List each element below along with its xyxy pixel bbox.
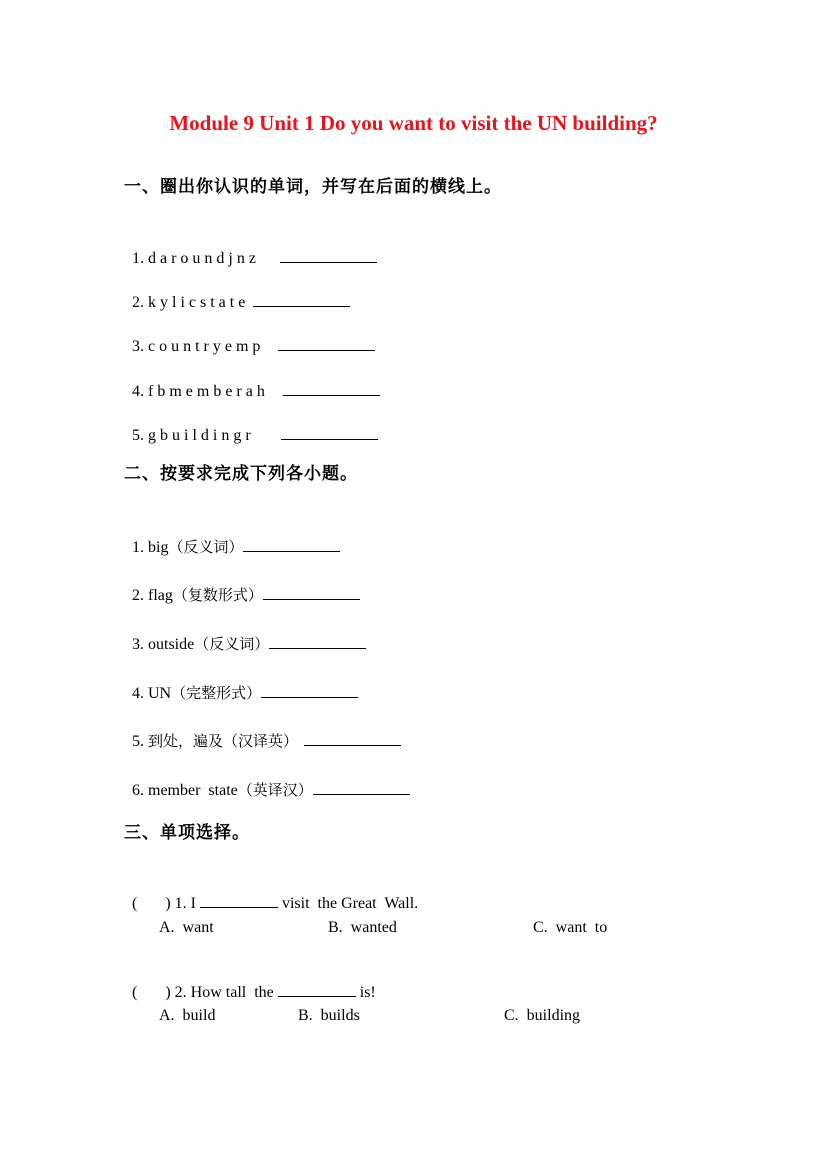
question-text: ) 1. I: [165, 895, 196, 912]
question-1: [124, 874, 418, 913]
section-1-heading: 一、圈出你认识的单词，并写在后面的横线上。: [124, 177, 502, 197]
q1-option-b: B. wanted: [328, 919, 397, 936]
section-1-item-5: [124, 406, 378, 445]
question-2: [124, 963, 376, 1002]
section-3-heading: 三、单项选择。: [124, 823, 250, 843]
section-1-item-1: [124, 229, 377, 268]
question-text: is!: [359, 984, 376, 1001]
item-text: 6. member state: [132, 782, 238, 799]
section-2-item-4: [124, 664, 358, 703]
section-1-item-2: [124, 273, 350, 312]
answer-blank: [200, 892, 278, 908]
answer-blank: [278, 335, 375, 351]
answer-blank: [304, 730, 401, 746]
section-1-item-3: [124, 317, 375, 356]
section-2-heading: 二、按要求完成下列各小题。: [124, 464, 358, 484]
q2-option-c: C. building: [504, 1007, 581, 1024]
section-1-item-4: [124, 362, 380, 401]
item-note: （反义词）: [194, 635, 270, 653]
answer-blank: [263, 584, 360, 600]
section-2-item-2: [124, 566, 360, 605]
q2-option-b: B. builds: [298, 1007, 360, 1024]
answer-blank: [269, 633, 366, 649]
q2-option-a: A. build: [159, 1007, 216, 1024]
item-text: 1. big: [132, 539, 169, 556]
item-text: 2. flag: [132, 587, 173, 604]
item-text: 5.: [132, 733, 148, 750]
item-note: 到处，遍及（汉译英）: [148, 732, 299, 750]
question-text: visit the Great Wall.: [281, 895, 419, 912]
worksheet-title: Module 9 Unit 1 Do you want to visit the UN building?: [169, 111, 658, 135]
section-2-item-1: [124, 518, 340, 557]
section-2-item-6: [124, 761, 410, 800]
q1-option-a: A. want: [159, 919, 214, 936]
item-text: 3. outside: [132, 636, 195, 653]
item-note: （反义词）: [168, 538, 244, 556]
section-2-item-3: [124, 615, 366, 654]
answer-blank: [253, 291, 350, 307]
letter-string: 4. f b m e m b e r a h: [132, 383, 265, 400]
section-2-item-5: [124, 712, 401, 751]
answer-paren: (: [132, 895, 138, 912]
letter-string: 3. c o u n t r y e m p: [132, 338, 261, 355]
answer-paren: (: [132, 984, 138, 1001]
answer-blank: [281, 424, 378, 440]
question-text: ) 2. How tall the: [165, 984, 274, 1001]
answer-blank: [261, 682, 358, 698]
answer-blank: [280, 247, 377, 263]
item-note: （复数形式）: [172, 586, 263, 604]
answer-blank: [313, 779, 410, 795]
item-note: （完整形式）: [171, 684, 262, 702]
q1-option-c: C. want to: [533, 919, 608, 936]
letter-string: 1. d a r o u n d j n z: [132, 250, 256, 267]
answer-blank: [283, 380, 380, 396]
answer-blank: [278, 981, 356, 997]
item-note: （英译汉）: [237, 781, 313, 799]
letter-string: 2. k y l i c s t a t e: [132, 294, 246, 311]
answer-blank: [243, 536, 340, 552]
letter-string: 5. g b u i l d i n g r: [132, 427, 251, 444]
item-text: 4. UN: [132, 685, 172, 702]
